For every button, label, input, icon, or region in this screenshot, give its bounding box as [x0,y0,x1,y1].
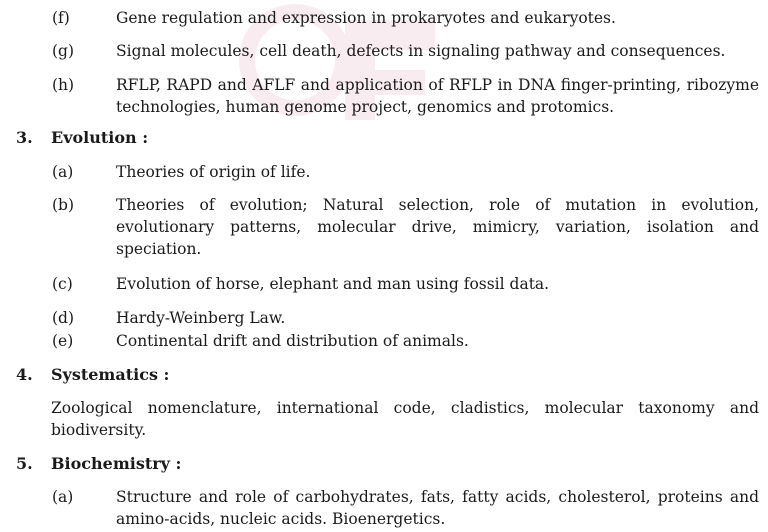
item-label: (a) [52,488,74,506]
section-title: Systematics : [51,365,170,384]
section-heading [16,127,148,149]
item-text: Continental drift and distribution of animals. [116,332,469,350]
item-label: (b) [52,196,75,214]
item-label: (d) [52,309,75,327]
item-label: (g) [52,42,75,60]
item-text: Gene regulation and expression in prokaryotes and eukaryotes. [116,9,616,27]
item-label: (f) [52,9,70,27]
item-text: RFLP, RAPD and AFLF and application of RFLP in DNA finger-printing, ribozyme technologies, human genome project, genomics and protomics. [116,76,759,116]
item-label: (c) [52,275,73,293]
item-label: (h) [52,76,75,94]
item-text: Hardy-Weinberg Law. [116,309,286,327]
item-text: Evolution of horse, elephant and man using fossil data. [116,275,550,293]
item-text: Signal molecules, cell death, defects in signaling pathway and consequences. [116,42,726,60]
section-number: 3. [16,128,33,147]
section-heading [16,364,169,386]
item-label: (e) [52,332,74,350]
section-title: Evolution : [51,128,149,147]
item-text: Structure and role of carbohydrates, fats, fatty acids, cholesterol, proteins and amino-acids, nucleic acids. Bioenergetics. [116,488,759,528]
section-heading [16,453,181,475]
item-text: Theories of origin of life. [116,163,311,181]
section-paragraph: Zoological nomenclature, international code, cladistics, molecular taxonomy and biodiversity. [51,399,759,439]
item-label: (a) [52,163,74,181]
section-number: 4. [16,365,33,384]
section-title: Biochemistry : [51,454,182,473]
item-text: Theories of evolution; Natural selection, role of mutation in evolution, evolutionary patterns, molecular drive, mimicry, variation, isolation and speciation. [116,196,759,258]
section-number: 5. [16,454,33,473]
